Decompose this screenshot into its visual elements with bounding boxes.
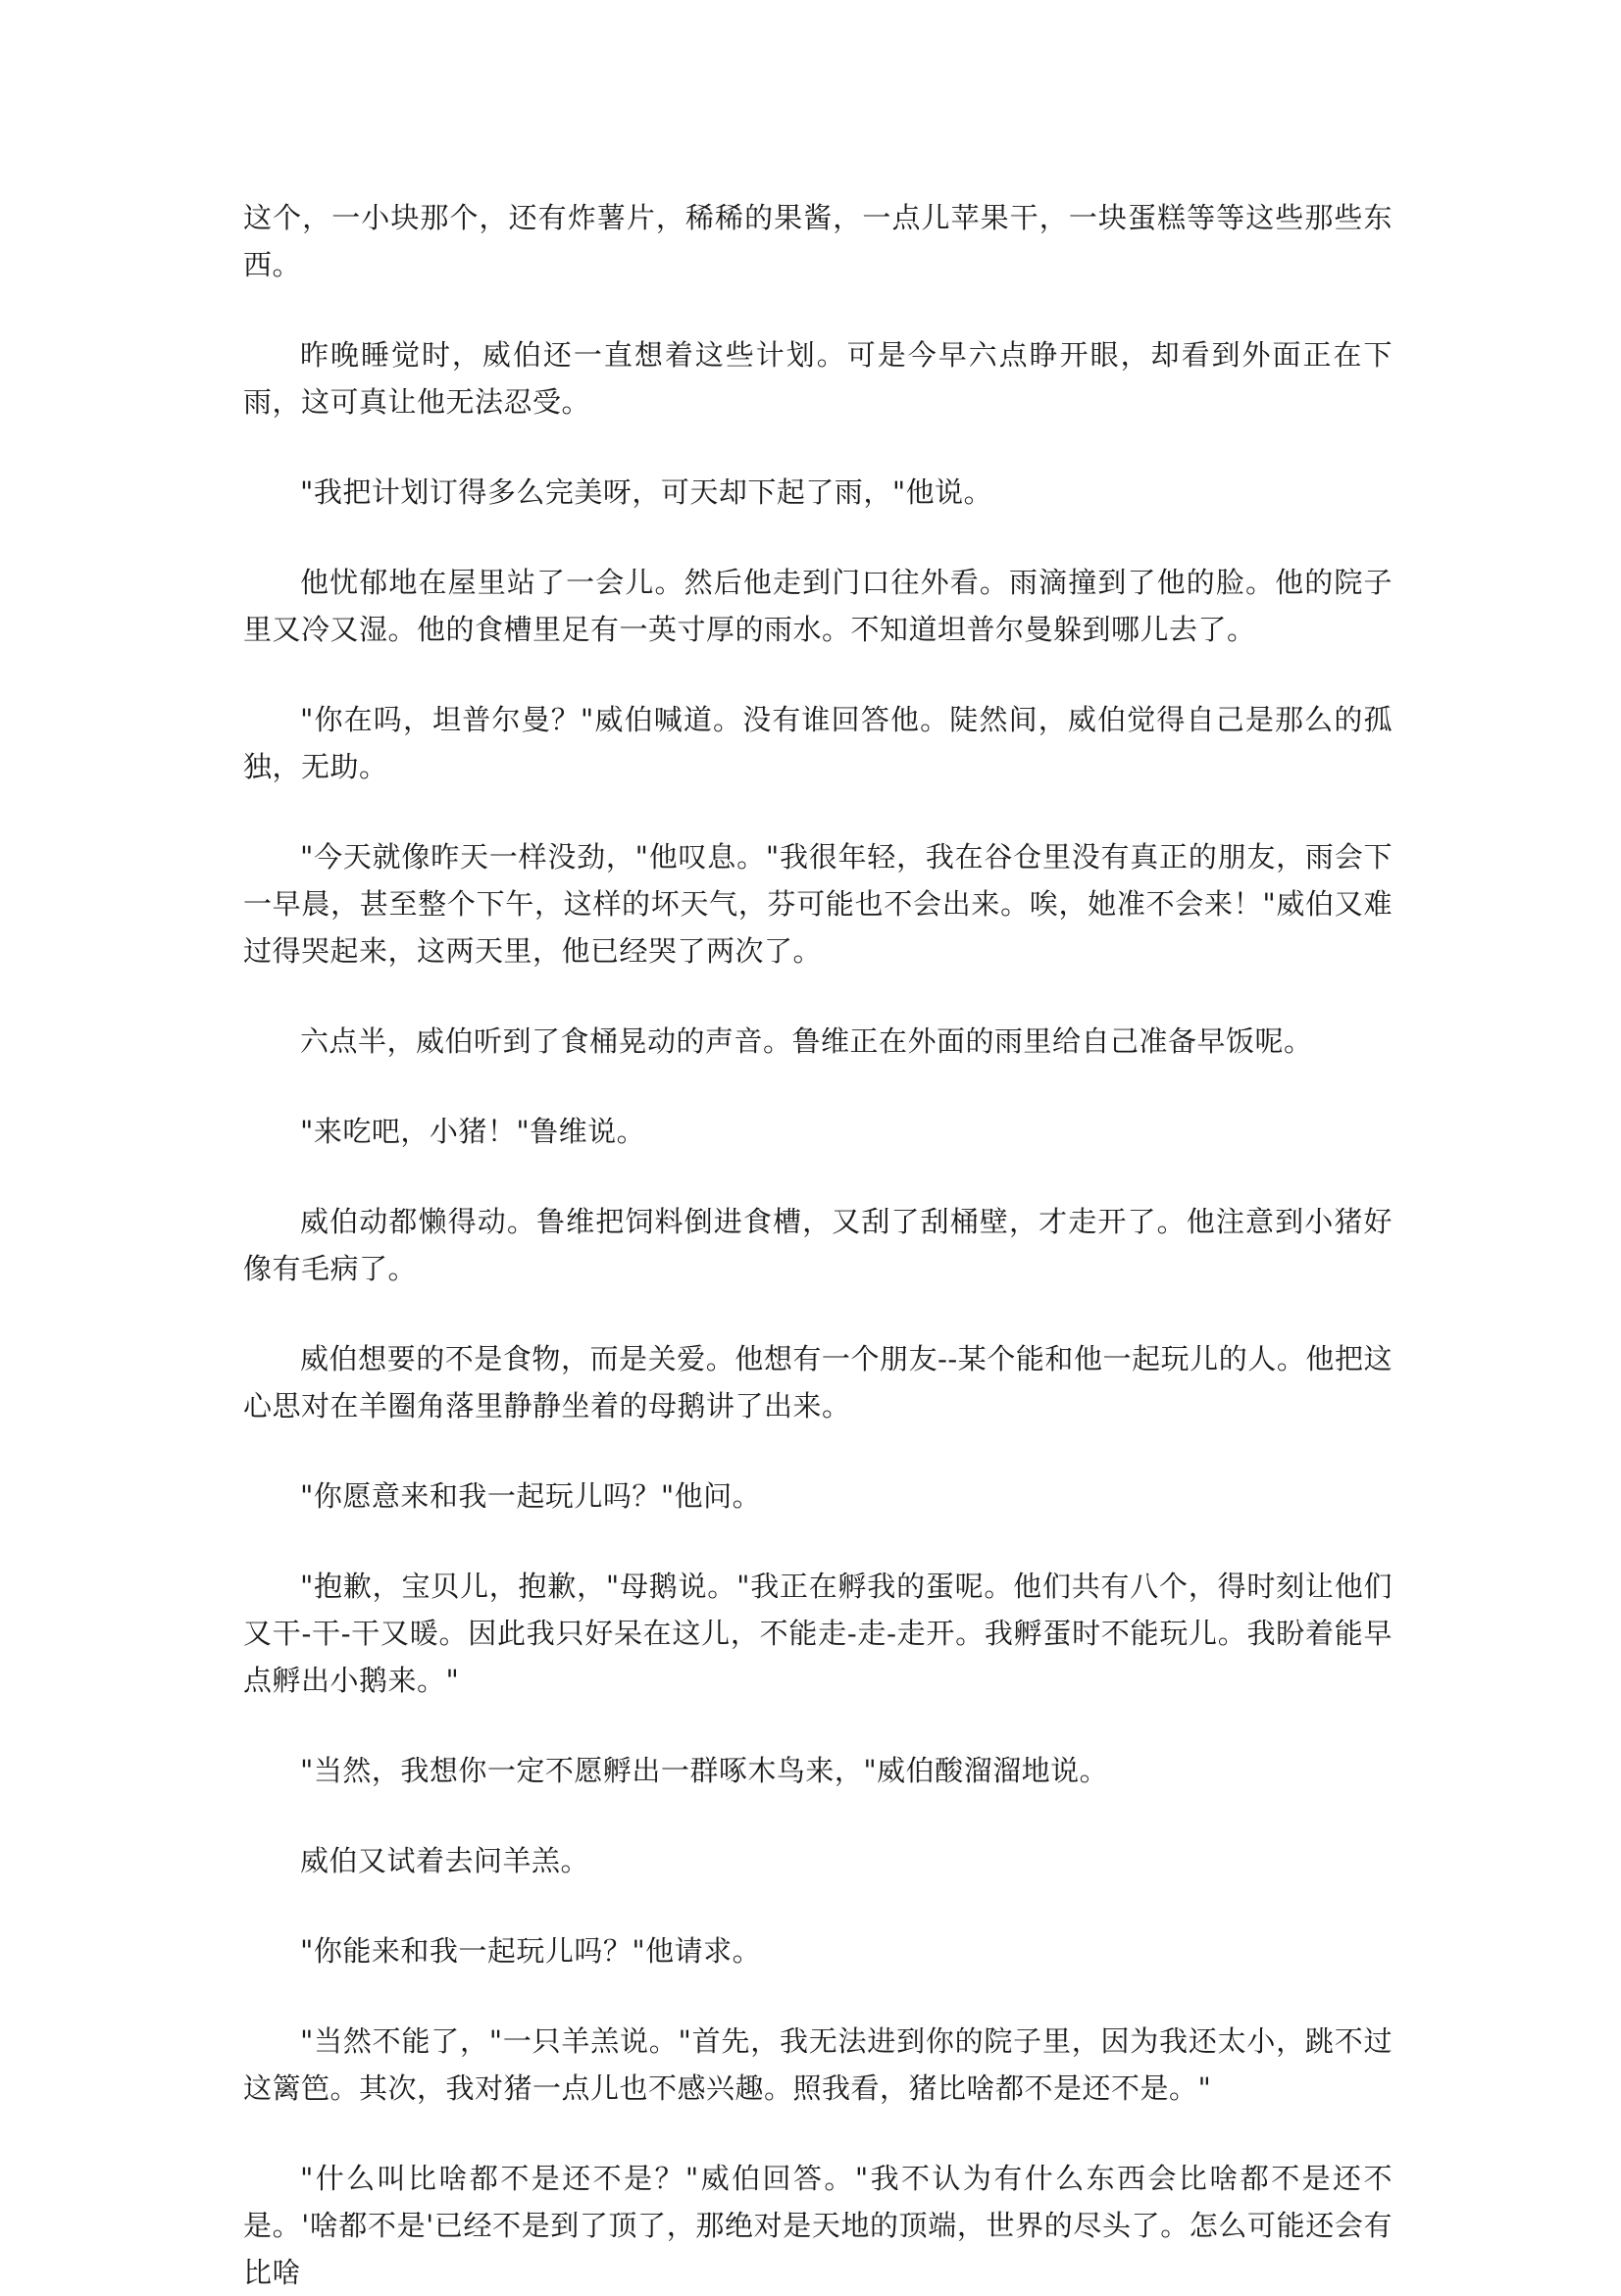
paragraph: 他忧郁地在屋里站了一会儿。然后他走到门口往外看。雨滴撞到了他的脸。他的院子里又冷又湿。他的食槽里足有一英寸厚的雨水。不知道坦普尔曼躲到哪儿去了。 xyxy=(243,566,1393,646)
paragraph: "今天就像昨天一样没劲，"他叹息。"我很年轻，我在谷仓里没有真正的朋友，雨会下一早晨，甚至整个下午，这样的坏天气，芬可能也不会出来。唉，她准不会来！"威伯又难过得哭起来，这两天里，他已经哭了两次了。 xyxy=(243,840,1393,968)
paragraph: 昨晚睡觉时，威伯还一直想着这些计划。可是今早六点睁开眼，却看到外面正在下雨，这可真让他无法忍受。 xyxy=(243,338,1393,419)
paragraph: 威伯想要的不是食物，而是关爱。他想有一个朋友--某个能和他一起玩儿的人。他把这心思对在羊圈角落里静静坐着的母鹅讲了出来。 xyxy=(243,1342,1393,1423)
paragraph: "我把计划订得多么完美呀，可天却下起了雨，"他说。 xyxy=(300,475,993,509)
document-body xyxy=(243,194,1393,2296)
paragraph: "你愿意来和我一起玩儿吗？"他问。 xyxy=(300,1479,762,1513)
paragraph: "你能来和我一起玩儿吗？"他请求。 xyxy=(300,1934,762,1968)
paragraph: "你在吗，坦普尔曼？"威伯喊道。没有谁回答他。陡然间，威伯觉得自己是那么的孤独，无助。 xyxy=(243,703,1393,783)
paragraph: "什么叫比啥都不是还不是？"威伯回答。"我不认为有什么东西会比啥都不是还不是。'啥都不是'已经不是到了顶了，那绝对是天地的顶端，世界的尽头了。怎么可能还会有比啥 xyxy=(243,2162,1393,2289)
paragraph: 威伯又试着去问羊羔。 xyxy=(300,1844,590,1877)
paragraph: "当然，我想你一定不愿孵出一群啄木鸟来，"威伯酸溜溜地说。 xyxy=(300,1754,1109,1787)
paragraph: 威伯动都懒得动。鲁维把饲料倒进食槽，又刮了刮桶壁，才走开了。他注意到小猪好像有毛病了。 xyxy=(243,1205,1393,1285)
paragraph: "抱歉，宝贝儿，抱歉，"母鹅说。"我正在孵我的蛋呢。他们共有八个，得时刻让他们又干-干-干又暖。因此我只好呆在这儿，不能走-走-走开。我孵蛋时不能玩儿。我盼着能早点孵出小鹅来。" xyxy=(243,1570,1393,1697)
paragraph: 这个，一小块那个，还有炸薯片，稀稀的果酱，一点儿苹果干，一块蛋糕等等这些那些东西。 xyxy=(243,201,1393,281)
paragraph: "来吃吧，小猪！"鲁维说。 xyxy=(300,1115,646,1148)
paragraph: 六点半，威伯听到了食桶晃动的声音。鲁维正在外面的雨里给自己准备早饭呢。 xyxy=(300,1024,1313,1058)
paragraph: "当然不能了，"一只羊羔说。"首先，我无法进到你的院子里，因为我还太小，跳不过这篱笆。其次，我对猪一点儿也不感兴趣。照我看，猪比啥都不是还不是。" xyxy=(243,2024,1393,2105)
